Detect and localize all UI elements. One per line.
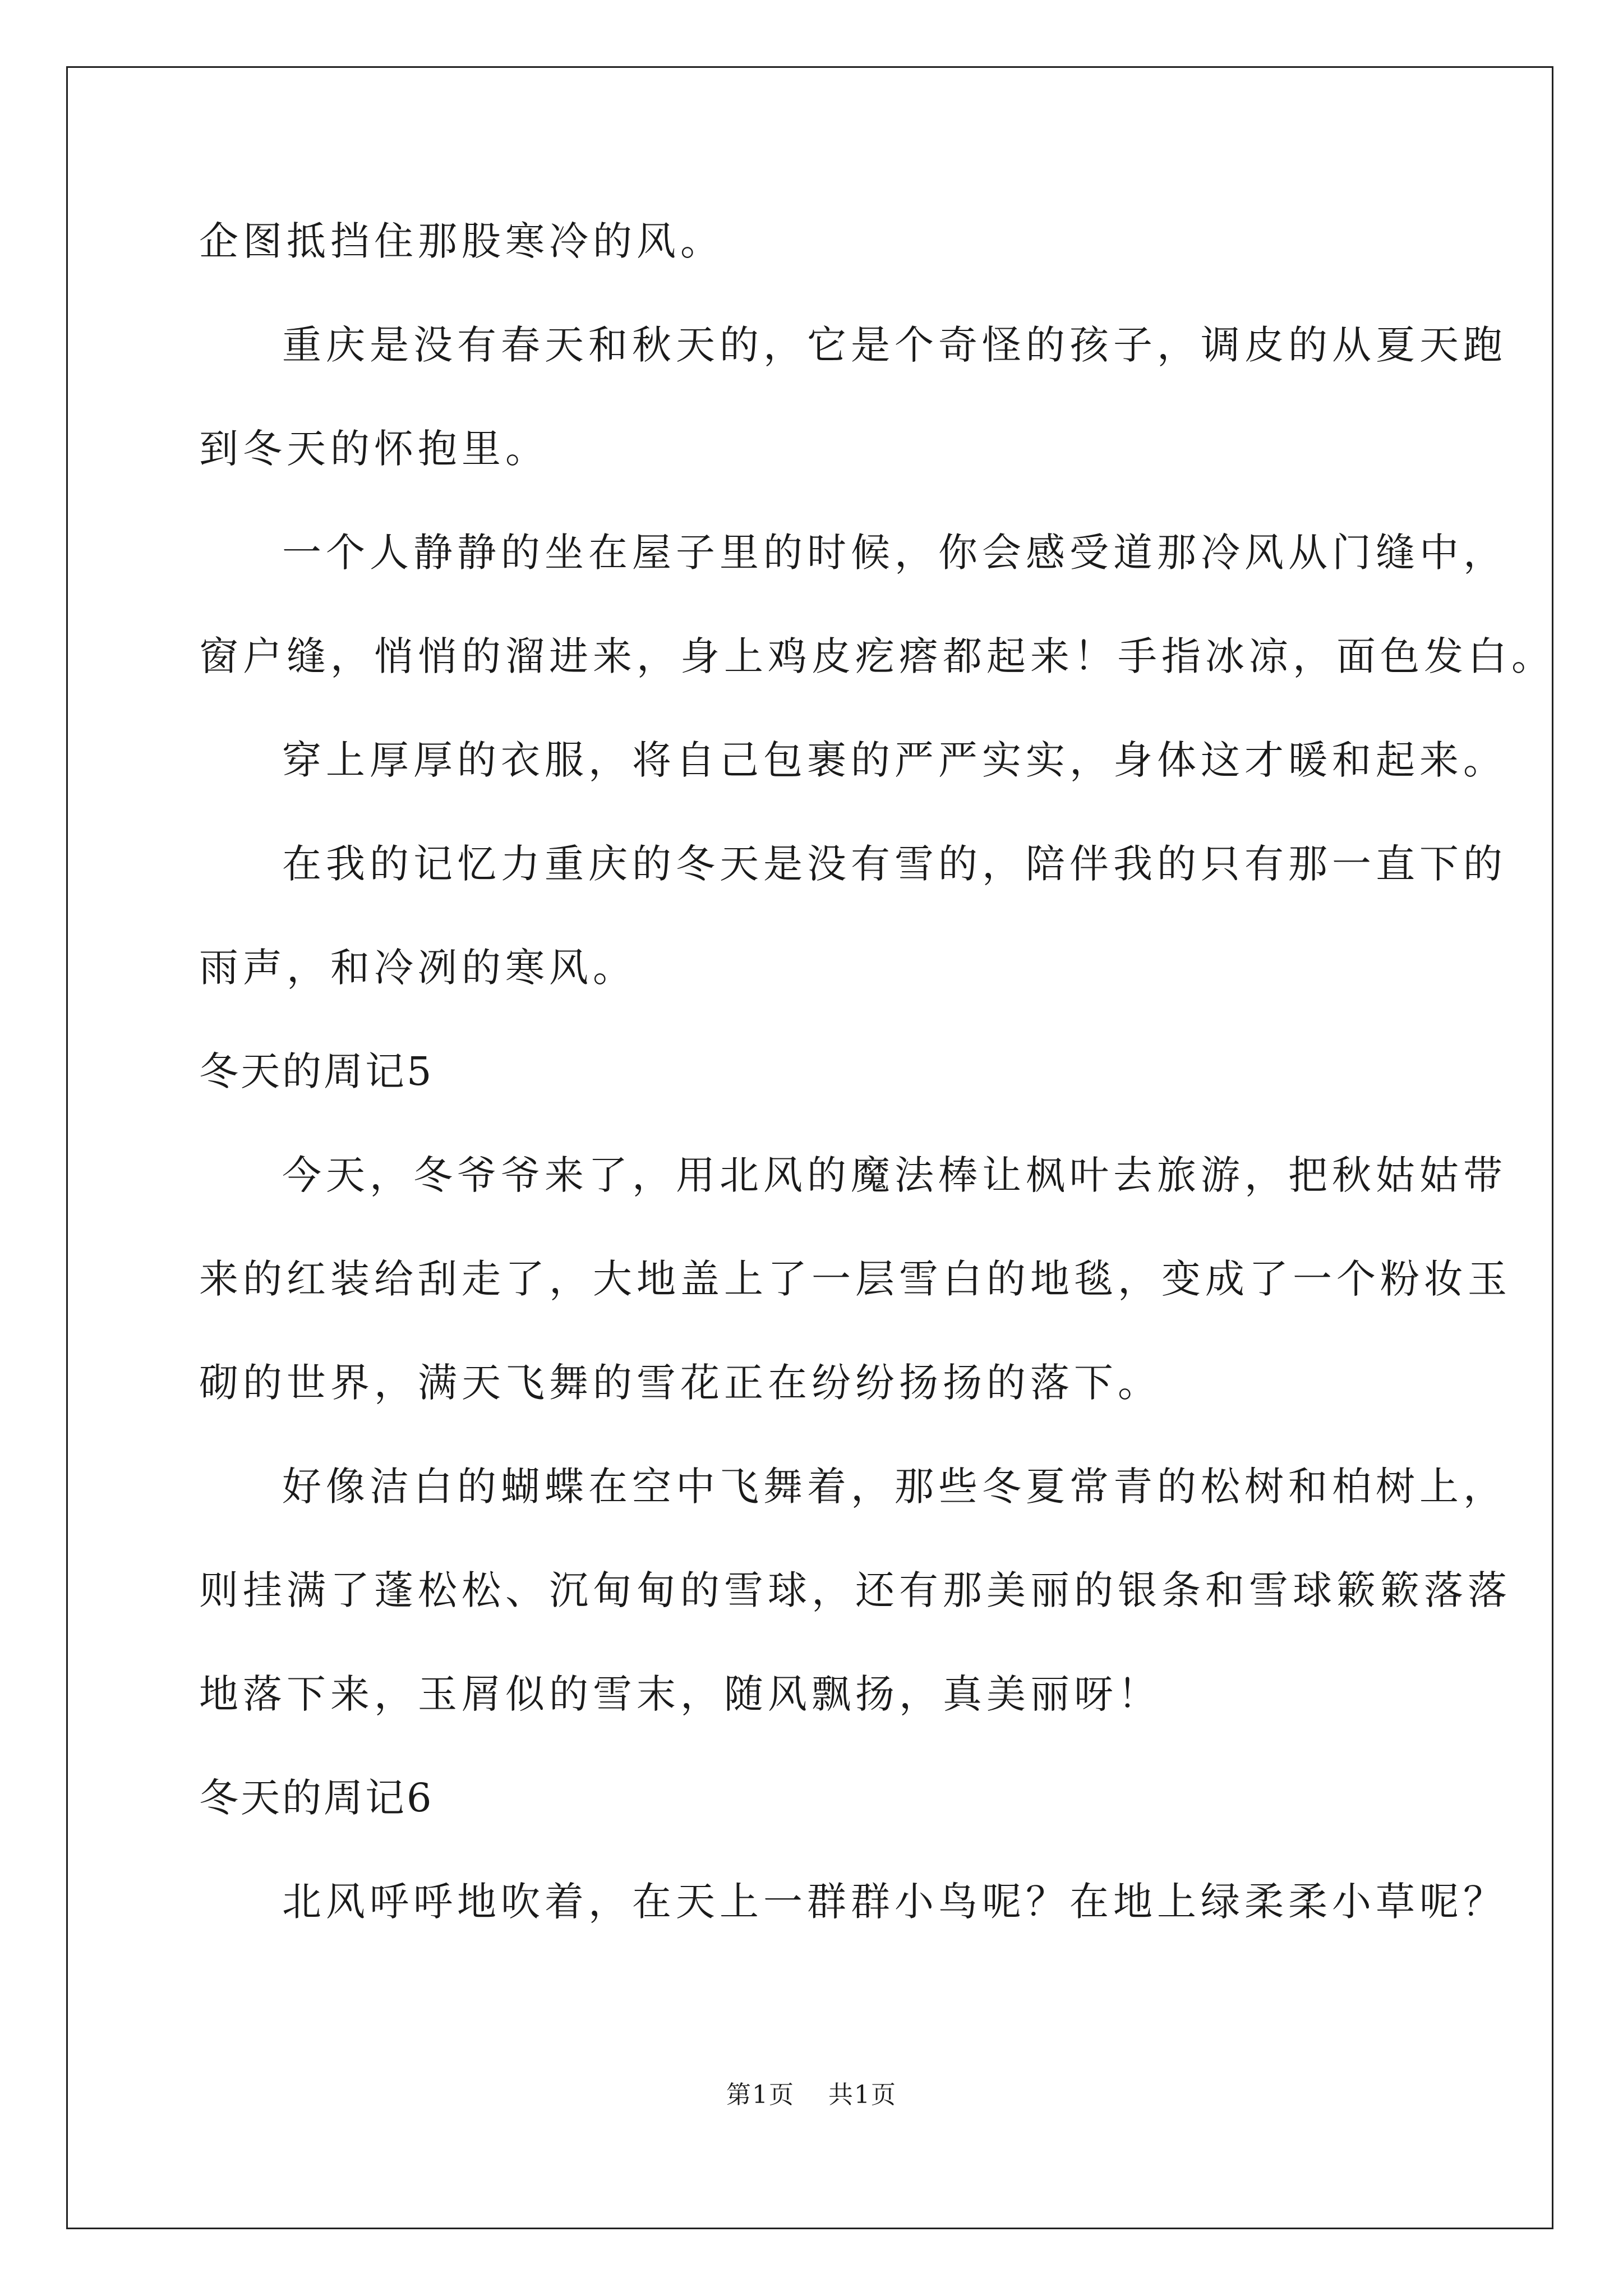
section-heading: 冬天的周记6 [199,1775,434,1821]
paragraph-line: 企图抵挡住那股寒冷的风。 [199,218,724,264]
paragraph-line: 一个人静静的坐在屋子里的时候，你会感受道那冷风从门缝中， [282,530,1507,576]
paragraph-line: 到冬天的怀抱里。 [199,426,549,472]
paragraph-line: 穿上厚厚的衣服，将自己包裹的严严实实，身体这才暖和起来。 [282,737,1507,783]
page-total: 共1页 [828,2081,897,2109]
page-footer [0,2078,1623,2112]
paragraph-line: 重庆是没有春天和秋天的，它是个奇怪的孩子，调皮的从夏天跑 [282,322,1507,368]
paragraph-line: 地落下来，玉屑似的雪末，随风飘扬，真美丽呀！ [199,1671,1161,1717]
paragraph-line: 砌的世界，满天飞舞的雪花正在纷纷扬扬的落下。 [199,1360,1161,1406]
paragraph-line: 雨声，和冷冽的寒风。 [199,945,637,991]
page-number: 第1页 [726,2081,795,2109]
section-heading: 冬天的周记5 [199,1048,434,1094]
paragraph-line: 窗户缝，悄悄的溜进来，身上鸡皮疙瘩都起来！手指冰凉，面色发白。 [199,633,1555,679]
paragraph-line: 在我的记忆力重庆的冬天是没有雪的，陪伴我的只有那一直下的 [282,841,1507,887]
paragraph-line: 今天，冬爷爷来了，用北风的魔法棒让枫叶去旅游，把秋姑姑带 [282,1152,1507,1198]
paragraph-line: 则挂满了蓬松松、沉甸甸的雪球，还有那美丽的银条和雪球簌簌落落 [199,1567,1511,1613]
paragraph-line: 北风呼呼地吹着，在天上一群群小鸟呢？在地上绿柔柔小草呢？ [282,1879,1507,1925]
paragraph-line: 好像洁白的蝴蝶在空中飞舞着，那些冬夏常青的松树和柏树上， [282,1464,1507,1510]
paragraph-line: 来的红装给刮走了，大地盖上了一层雪白的地毯，变成了一个粉妆玉 [199,1256,1511,1302]
